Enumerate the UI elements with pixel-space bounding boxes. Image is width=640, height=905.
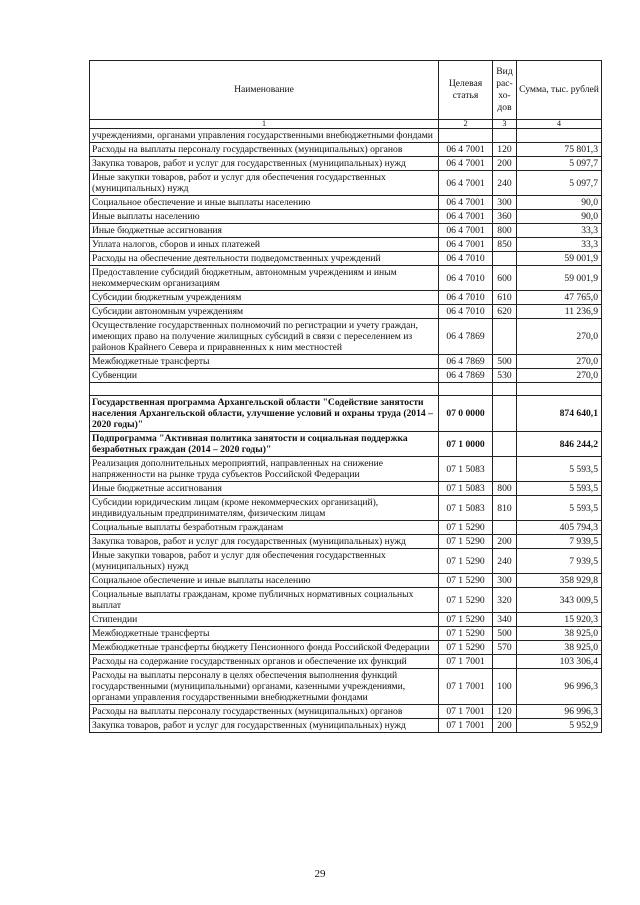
cell-amount: 38 925,0 bbox=[517, 641, 602, 655]
cell-code: 07 1 5083 bbox=[439, 457, 493, 482]
cell-name: Предоставление субсидий бюджетным, автономным учреждениям и иным некоммерческим организациям bbox=[90, 266, 439, 291]
cell-code: 07 1 5290 bbox=[439, 521, 493, 535]
cell-type: 610 bbox=[493, 291, 517, 305]
cell-code: 06 4 7001 bbox=[439, 171, 493, 196]
cell-type: 300 bbox=[493, 196, 517, 210]
cell-amount: 270,0 bbox=[517, 369, 602, 383]
table-row bbox=[90, 496, 602, 521]
table-row bbox=[90, 266, 602, 291]
cell-code: 07 1 7001 bbox=[439, 669, 493, 705]
cell-amount: 270,0 bbox=[517, 319, 602, 355]
table-row bbox=[90, 252, 602, 266]
cell-amount: 405 794,3 bbox=[517, 521, 602, 535]
cell-type bbox=[493, 129, 517, 143]
cell-type: 320 bbox=[493, 588, 517, 613]
cell-type: 300 bbox=[493, 574, 517, 588]
header-amount: Сумма, тыс. рублей bbox=[517, 61, 602, 120]
cell-type: 100 bbox=[493, 669, 517, 705]
cell-type: 240 bbox=[493, 549, 517, 574]
cell-type: 200 bbox=[493, 157, 517, 171]
cell-amount: 358 929,8 bbox=[517, 574, 602, 588]
cell-name: Субвенции bbox=[90, 369, 439, 383]
table-row bbox=[90, 396, 602, 432]
budget-table bbox=[89, 60, 602, 733]
cell-name: Стипендии bbox=[90, 613, 439, 627]
cell-name: Осуществление государственных полномочий по регистрации и учету граждан, имеющих право на получение жилищных субсидий в связи с переселением из районов Крайнего Севера и приравненных к ним местностей bbox=[90, 319, 439, 355]
cell-name: Межбюджетные трансферты бюджету Пенсионного фонда Российской Федерации bbox=[90, 641, 439, 655]
cell-name: Закупка товаров, работ и услуг для государственных (муниципальных) нужд bbox=[90, 535, 439, 549]
cell-type: 810 bbox=[493, 496, 517, 521]
cell-amount: 5 097,7 bbox=[517, 171, 602, 196]
cell-type bbox=[493, 319, 517, 355]
cell-amount: 7 939,5 bbox=[517, 535, 602, 549]
table-row bbox=[90, 669, 602, 705]
cell-name: Субсидии бюджетным учреждениям bbox=[90, 291, 439, 305]
cell-type: 200 bbox=[493, 535, 517, 549]
cell-type: 360 bbox=[493, 210, 517, 224]
cell-amount: 96 996,3 bbox=[517, 705, 602, 719]
cell-name: Реализация дополнительных мероприятий, направленных на снижение напряженности на рынке труда субъектов Российской Федерации bbox=[90, 457, 439, 482]
table-row bbox=[90, 627, 602, 641]
cell-code: 06 4 7001 bbox=[439, 196, 493, 210]
cell-code: 07 1 5083 bbox=[439, 496, 493, 521]
table-row bbox=[90, 613, 602, 627]
cell-amount: 75 801,3 bbox=[517, 143, 602, 157]
cell-code: 07 1 5290 bbox=[439, 535, 493, 549]
cell-type: 120 bbox=[493, 705, 517, 719]
cell-amount: 38 925,0 bbox=[517, 627, 602, 641]
table-row bbox=[90, 588, 602, 613]
cell-name: Межбюджетные трансферты bbox=[90, 627, 439, 641]
cell-code: 06 4 7001 bbox=[439, 143, 493, 157]
cell-amount: 59 001,9 bbox=[517, 266, 602, 291]
table-row bbox=[90, 574, 602, 588]
header-name: Наименование bbox=[90, 61, 439, 120]
cell-name: Иные выплаты населению bbox=[90, 210, 439, 224]
table-row bbox=[90, 369, 602, 383]
column-index-row bbox=[90, 120, 602, 129]
table-row bbox=[90, 305, 602, 319]
cell-code bbox=[439, 383, 493, 396]
header-code: Целевая статья bbox=[439, 61, 493, 120]
cell-code: 06 4 7001 bbox=[439, 157, 493, 171]
cell-type bbox=[493, 252, 517, 266]
cell-amount: 59 001,9 bbox=[517, 252, 602, 266]
cell-type: 800 bbox=[493, 224, 517, 238]
table-row bbox=[90, 641, 602, 655]
cell-code: 07 1 5290 bbox=[439, 641, 493, 655]
cell-amount: 47 765,0 bbox=[517, 291, 602, 305]
cell-type: 500 bbox=[493, 355, 517, 369]
table-row bbox=[90, 355, 602, 369]
table-row bbox=[90, 196, 602, 210]
cell-name: Расходы на содержание государственных органов и обеспечение их функций bbox=[90, 655, 439, 669]
cell-amount: 7 939,5 bbox=[517, 549, 602, 574]
page-number: 29 bbox=[314, 868, 326, 880]
column-index: 2 bbox=[439, 120, 493, 129]
cell-code: 07 1 7001 bbox=[439, 719, 493, 733]
cell-type: 500 bbox=[493, 627, 517, 641]
table-row bbox=[90, 535, 602, 549]
cell-code bbox=[439, 129, 493, 143]
cell-type bbox=[493, 432, 517, 457]
cell-amount: 5 097,7 bbox=[517, 157, 602, 171]
cell-name: учреждениями, органами управления государственными внебюджетными фондами bbox=[90, 129, 439, 143]
cell-code: 07 1 5083 bbox=[439, 482, 493, 496]
table-row bbox=[90, 719, 602, 733]
table-row bbox=[90, 143, 602, 157]
cell-name: Субсидии юридическим лицам (кроме некоммерческих организаций), индивидуальным предпринимателям, физическим лицам bbox=[90, 496, 439, 521]
cell-name: Иные закупки товаров, работ и услуг для обеспечения государственных (муниципальных) нужд bbox=[90, 171, 439, 196]
column-index: 1 bbox=[90, 120, 439, 129]
table-row bbox=[90, 457, 602, 482]
table-row bbox=[90, 655, 602, 669]
cell-name: Социальное обеспечение и иные выплаты населению bbox=[90, 196, 439, 210]
table-row bbox=[90, 482, 602, 496]
cell-code: 07 1 7001 bbox=[439, 705, 493, 719]
cell-name: Социальное обеспечение и иные выплаты населению bbox=[90, 574, 439, 588]
cell-type: 600 bbox=[493, 266, 517, 291]
table-row bbox=[90, 157, 602, 171]
cell-name: Межбюджетные трансферты bbox=[90, 355, 439, 369]
cell-name: Иные бюджетные ассигнования bbox=[90, 224, 439, 238]
cell-amount bbox=[517, 383, 602, 396]
cell-code: 07 1 5290 bbox=[439, 574, 493, 588]
cell-name: Расходы на выплаты персоналу государственных (муниципальных) органов bbox=[90, 705, 439, 719]
cell-code: 06 4 7010 bbox=[439, 266, 493, 291]
cell-code: 06 4 7869 bbox=[439, 369, 493, 383]
cell-type: 530 bbox=[493, 369, 517, 383]
cell-name: Иные бюджетные ассигнования bbox=[90, 482, 439, 496]
cell-type bbox=[493, 457, 517, 482]
cell-amount: 343 009,5 bbox=[517, 588, 602, 613]
cell-amount: 33,3 bbox=[517, 224, 602, 238]
cell-code: 06 4 7869 bbox=[439, 319, 493, 355]
cell-code: 06 4 7010 bbox=[439, 291, 493, 305]
header-row bbox=[90, 61, 602, 120]
cell-name: Закупка товаров, работ и услуг для государственных (муниципальных) нужд bbox=[90, 719, 439, 733]
cell-name: Государственная программа Архангельской области "Содействие занятости населения Архангельской области, улучшение условий и охраны труда (2014 – 2020 годы)" bbox=[90, 396, 439, 432]
cell-name: Закупка товаров, работ и услуг для государственных (муниципальных) нужд bbox=[90, 157, 439, 171]
cell-name: Иные закупки товаров, работ и услуг для обеспечения государственных (муниципальных) нужд bbox=[90, 549, 439, 574]
cell-name: Субсидии автономным учреждениям bbox=[90, 305, 439, 319]
table-row bbox=[90, 129, 602, 143]
cell-name: Социальные выплаты гражданам, кроме публичных нормативных социальных выплат bbox=[90, 588, 439, 613]
cell-code: 07 1 5290 bbox=[439, 613, 493, 627]
cell-code: 06 4 7001 bbox=[439, 238, 493, 252]
cell-type: 850 bbox=[493, 238, 517, 252]
table-row bbox=[90, 291, 602, 305]
cell-code: 06 4 7869 bbox=[439, 355, 493, 369]
cell-amount: 90,0 bbox=[517, 210, 602, 224]
cell-type: 570 bbox=[493, 641, 517, 655]
cell-code: 07 1 5290 bbox=[439, 549, 493, 574]
cell-name: Уплата налогов, сборов и иных платежей bbox=[90, 238, 439, 252]
table-row bbox=[90, 224, 602, 238]
column-index: 3 bbox=[493, 120, 517, 129]
cell-amount: 270,0 bbox=[517, 355, 602, 369]
cell-name: Расходы на выплаты персоналу государственных (муниципальных) органов bbox=[90, 143, 439, 157]
cell-type: 240 bbox=[493, 171, 517, 196]
cell-amount: 11 236,9 bbox=[517, 305, 602, 319]
table-row bbox=[90, 238, 602, 252]
cell-amount: 5 593,5 bbox=[517, 482, 602, 496]
cell-code: 07 1 5290 bbox=[439, 627, 493, 641]
cell-type bbox=[493, 396, 517, 432]
cell-type bbox=[493, 383, 517, 396]
table-row bbox=[90, 549, 602, 574]
table-row bbox=[90, 383, 602, 396]
cell-amount: 846 244,2 bbox=[517, 432, 602, 457]
cell-amount: 5 593,5 bbox=[517, 457, 602, 482]
cell-code: 07 0 0000 bbox=[439, 396, 493, 432]
column-index: 4 bbox=[517, 120, 602, 129]
cell-amount: 103 306,4 bbox=[517, 655, 602, 669]
cell-name: Социальные выплаты безработным гражданам bbox=[90, 521, 439, 535]
cell-code: 06 4 7001 bbox=[439, 210, 493, 224]
table-body bbox=[90, 129, 602, 733]
cell-amount: 874 640,1 bbox=[517, 396, 602, 432]
cell-code: 06 4 7010 bbox=[439, 305, 493, 319]
cell-code: 07 1 5290 bbox=[439, 588, 493, 613]
cell-amount: 90,0 bbox=[517, 196, 602, 210]
cell-type: 620 bbox=[493, 305, 517, 319]
cell-name: Расходы на выплаты персоналу в целях обеспечения выполнения функций государственными (муниципальными) органами, казенными учреждениями, органами управления государственными внебюджетными фондами bbox=[90, 669, 439, 705]
table-row bbox=[90, 432, 602, 457]
cell-amount: 33,3 bbox=[517, 238, 602, 252]
cell-code: 06 4 7010 bbox=[439, 252, 493, 266]
cell-code: 07 1 0000 bbox=[439, 432, 493, 457]
cell-code: 06 4 7001 bbox=[439, 224, 493, 238]
cell-amount: 15 920,3 bbox=[517, 613, 602, 627]
table-row bbox=[90, 210, 602, 224]
cell-type: 200 bbox=[493, 719, 517, 733]
cell-name bbox=[90, 383, 439, 396]
cell-code: 07 1 7001 bbox=[439, 655, 493, 669]
cell-amount bbox=[517, 129, 602, 143]
cell-amount: 96 996,3 bbox=[517, 669, 602, 705]
cell-amount: 5 952,9 bbox=[517, 719, 602, 733]
cell-type: 120 bbox=[493, 143, 517, 157]
cell-type bbox=[493, 521, 517, 535]
table-row bbox=[90, 521, 602, 535]
cell-type bbox=[493, 655, 517, 669]
header-type: Вид рас-хо-дов bbox=[493, 61, 517, 120]
cell-name: Подпрограмма "Активная политика занятости и социальная поддержка безработных граждан (2014 – 2020 годы)" bbox=[90, 432, 439, 457]
cell-type: 800 bbox=[493, 482, 517, 496]
table-row bbox=[90, 705, 602, 719]
table-row bbox=[90, 319, 602, 355]
cell-name: Расходы на обеспечение деятельности подведомственных учреждений bbox=[90, 252, 439, 266]
cell-type: 340 bbox=[493, 613, 517, 627]
cell-amount: 5 593,5 bbox=[517, 496, 602, 521]
table-row bbox=[90, 171, 602, 196]
